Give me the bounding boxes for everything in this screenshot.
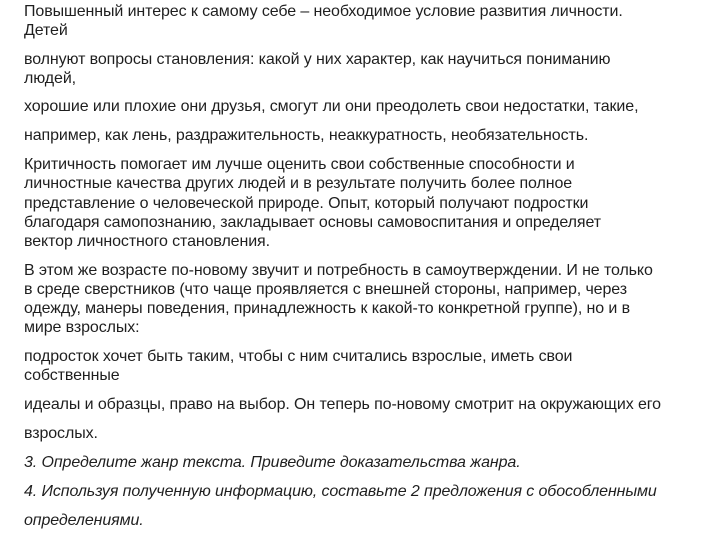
text-line: хорошие или плохие они друзья, смогут ли они преодолеть свои недостатки, такие,	[24, 98, 639, 115]
text-line: Детей	[24, 22, 68, 39]
text-line: Критичность помогает им лучше оценить свои собственные способности и	[24, 156, 575, 173]
text-line: вектор личностного становления.	[24, 233, 270, 250]
task-3: 3. Определите жанр текста. Приведите доказательства жанра.	[24, 454, 521, 471]
task-4-continuation: определениями.	[24, 512, 144, 529]
text-line: личностные качества других людей и в результате получить более полное	[24, 175, 573, 192]
text-line: людей,	[24, 70, 77, 87]
text-line: подросток хочет быть таким, чтобы с ним считались взрослые, иметь свои	[24, 348, 573, 365]
text-line: в среде сверстников (что чаще проявляется с внешней стороны, например, через	[24, 281, 627, 298]
text-line: взрослых.	[24, 425, 98, 442]
text-line: собственные	[24, 367, 120, 384]
task-4: 4. Используя полученную информацию, составьте 2 предложения с обособленными	[24, 483, 657, 500]
text-line: мире взрослых:	[24, 319, 140, 336]
text-line: волнуют вопросы становления: какой у них характер, как научиться пониманию	[24, 51, 611, 68]
text-line: представление о человеческой природе. Опыт, который получают подростки	[24, 195, 589, 212]
text-line: например, как лень, раздражительность, неаккуратность, необязательность.	[24, 127, 589, 144]
text-line: благодаря самопознанию, закладывает основы самовоспитания и определяет	[24, 214, 601, 231]
text-line: одежду, манеры поведения, принадлежность к какой-то конкретной группе), но и в	[24, 300, 630, 317]
text-line: В этом же возрасте по-новому звучит и потребность в самоутверждении. И не только	[24, 262, 653, 279]
text-line: идеалы и образцы, право на выбор. Он теперь по-новому смотрит на окружающих его	[24, 396, 661, 413]
text-line: Повышенный интерес к самому себе – необходимое условие развития личности.	[24, 3, 623, 20]
